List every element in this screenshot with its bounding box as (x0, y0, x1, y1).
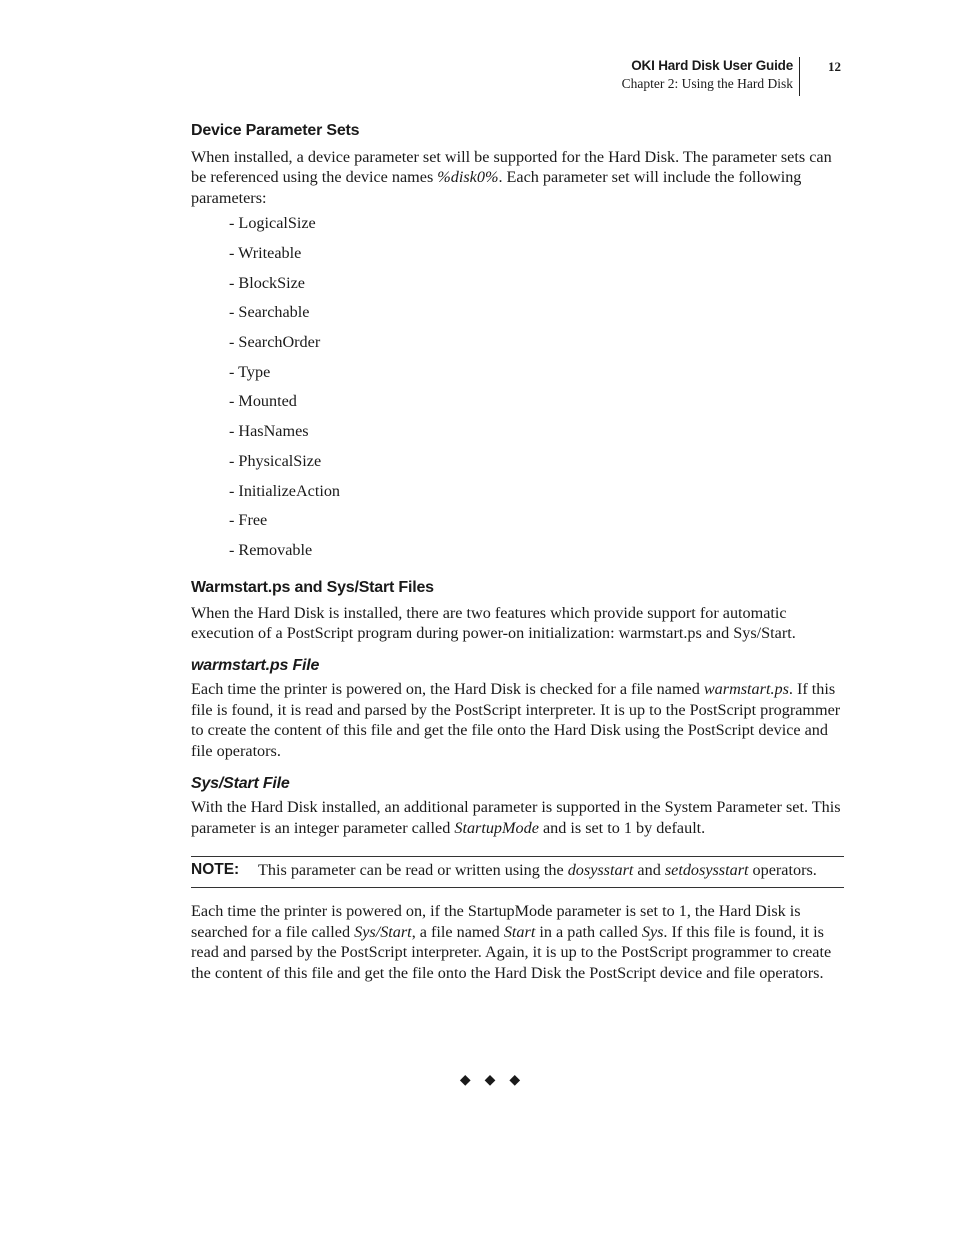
note-box (191, 856, 844, 888)
list-item: - LogicalSize (229, 214, 316, 233)
note-text: This parameter can be read or written using the dosysstart and setdosysstart operators. (258, 860, 817, 879)
warmstart-sys-start-body: When the Hard Disk is installed, there are two features which provide support for automatic execution of a PostScript program during power-on initialization: warmstart.ps and Sys/Start. (191, 603, 796, 643)
list-item: - SearchOrder (229, 333, 321, 352)
list-item: - Free (229, 511, 268, 530)
parameter-list (191, 209, 844, 565)
list-item: - PhysicalSize (229, 451, 322, 470)
section-heading-warmstart-sys-start: Warmstart.ps and Sys/Start Files (191, 578, 434, 596)
list-item: - BlockSize (229, 273, 305, 292)
page-content (191, 120, 844, 983)
page-number: 12 (828, 59, 841, 74)
list-item: - Searchable (229, 303, 310, 322)
subsection-heading-sys-start: Sys/Start File (191, 775, 290, 793)
sys-start-final-body: Each time the printer is powered on, if the StartupMode parameter is set to 1, the Hard Disk is searched for a file called Sys/Start, a file named Start in a path called Sys. If this file is found, it is read and parsed by the PostScript interpreter. Again, it is up to the PostScript programmer to create the content of this file and get the file onto the Hard Disk the PostScript device and file operators. (191, 902, 832, 982)
document-title: OKI Hard Disk User Guide (631, 58, 793, 73)
subsection-heading-warmstart: warmstart.ps File (191, 657, 320, 675)
section-heading-device-parameter-sets: Device Parameter Sets (191, 122, 360, 139)
note-label: NOTE: (191, 860, 240, 878)
list-item: - InitializeAction (229, 481, 341, 500)
list-item: - Type (229, 362, 271, 381)
diamond-icon: ◆ (459, 1073, 485, 1088)
end-of-section-marks (0, 1072, 954, 1089)
diamond-icon: ◆ (509, 1073, 535, 1088)
diamond-icon: ◆ (484, 1073, 510, 1088)
list-item: - Removable (229, 540, 313, 559)
device-parameter-intro: When installed, a device parameter set will be supported for the Hard Disk. The parameter sets can be referenced using the device names %disk0%. Each parameter set will include the following parameters: (191, 148, 832, 207)
warmstart-body: Each time the printer is powered on, the Hard Disk is checked for a file named warmstart.ps. If this file is found, it is read and parsed by the PostScript interpreter. It is up to the PostScript programmer to create the content of this file and get the file onto the Hard Disk using the PostScript device and file operators. (191, 680, 841, 760)
running-header (622, 57, 800, 96)
list-item: - Writeable (229, 243, 302, 262)
chapter-title: Chapter 2: Using the Hard Disk (621, 76, 793, 91)
list-item: - HasNames (229, 422, 309, 441)
sys-start-body: With the Hard Disk installed, an additional parameter is supported in the System Parameter set. This parameter is an integer parameter called StartupMode and is set to 1 by default. (191, 798, 841, 837)
list-item: - Mounted (229, 392, 297, 411)
